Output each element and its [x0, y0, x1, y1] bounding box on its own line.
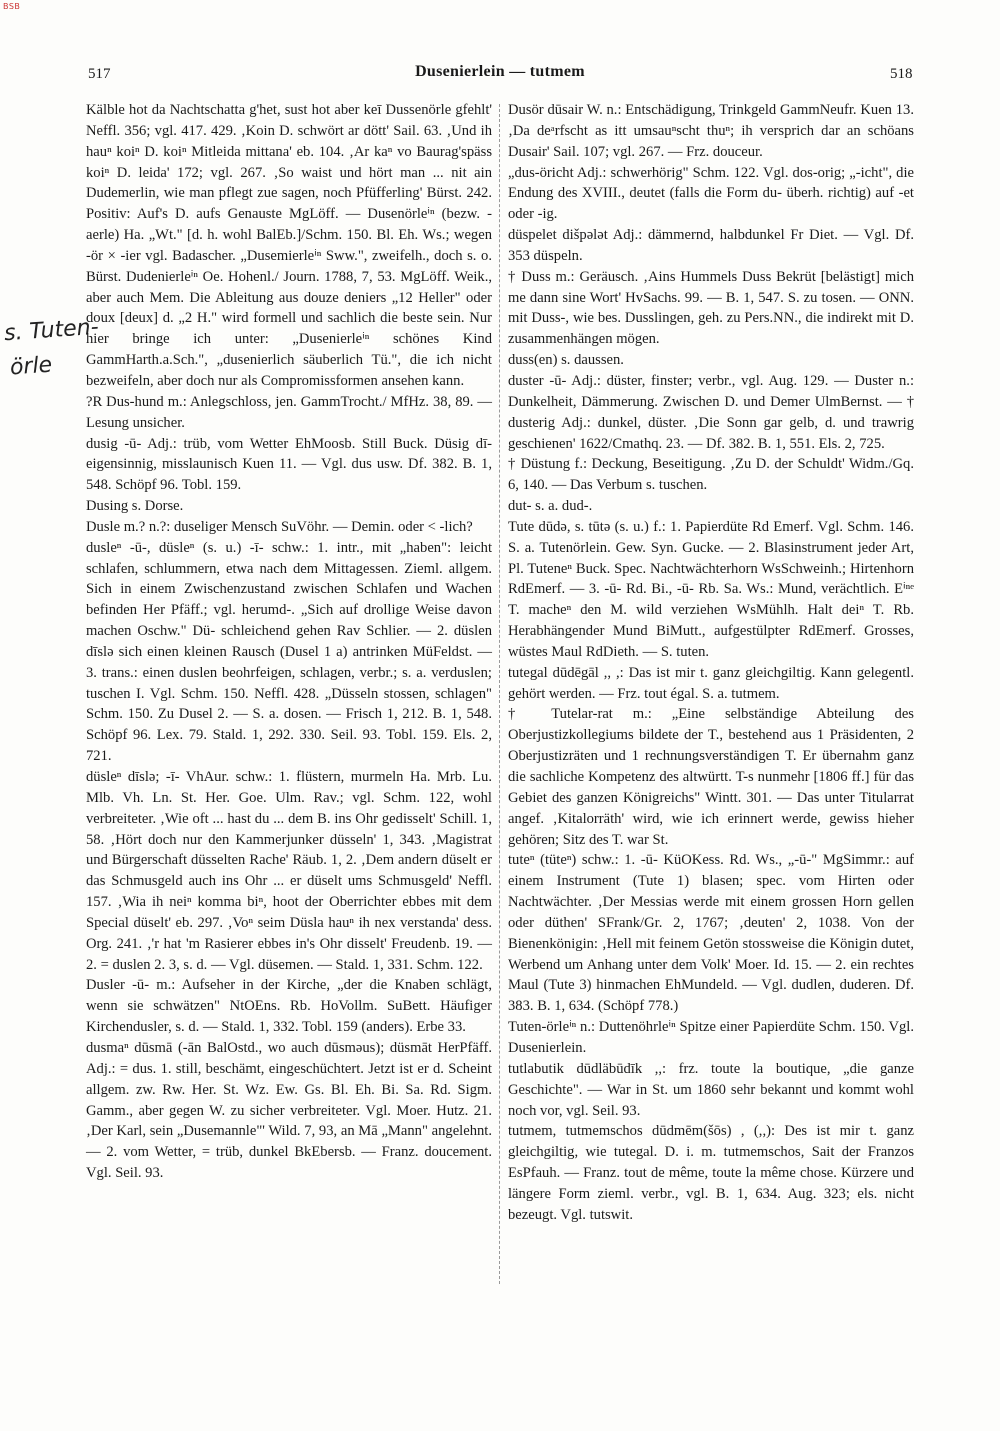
entry-dusle: Dusle m.? n.?: duseliger Mensch SuVöhr. — Demin. oder < -lich? — [86, 518, 473, 535]
entry-dus-oericht: „dus-öricht Adj.: schwerhörig" Schm. 122. Vgl. dos-orig; „-icht", die Endung des XVIII., deutet (falls die Form du- überh. richtig) auf -et oder -ig. — [508, 164, 914, 223]
entry-tuten: tuteⁿ (tüteⁿ) schw.: 1. -ū- KüOKess. Rd. Ws., „-ū-" MgSimmr.: auf einem Instrument (Tute 1) blasen; spec. vom Hirten oder Nachtwächter. ‚Der Messias werde mit einem grossen Horn gellen oder düthen' SFrank/Gr. 2, 1767; ‚deuten' 2, 1038. Von der Bienenkönigin: ‚Hell mit feinem Getön stossweise die Königin dutet, Werbend um Anhang unter dem Volk' Moer. Id. 15. — 2. ein rechtes Maul (Tute 3) hinmachen EhMundeld. — Vgl. dudlen, duderen. Df. 383. B. 1, 634. (Schöpf 778.) — [508, 852, 914, 1015]
page-number-right: 518 — [890, 66, 913, 82]
entry-dusoer: Dusör dūsair W. n.: Entschädigung, Trinkgeld GammNeufr. Kuen 13. ‚Da deᵃrfscht as itt umsauⁿscht thuⁿ; ih versprich dar an schöans Dusair' Sail. 107; vgl. 267. — Frz. douceur. — [508, 102, 914, 160]
entry-dusing: Dusing s. Dorse. — [86, 498, 184, 515]
entry-duestung: † Düstung f.: Deckung, Beseitigung. ‚Zu D. der Schuldt' Widm./Gq. 6, 140. — Das Verbum s. tuschen. — [508, 456, 914, 494]
column-divider — [499, 104, 500, 1284]
entry-tutmem: tutmem, tutmemschos dūdmēm(šōs) , (,,): Des ist mir t. ganz gleichgiltig, wie tutegal. D. i. m. tutmemschos, Sait der Franzos EsPfauh. — Franz. tout de même, toute la même chose. Kürzere und längere Form zieml. verbr., vgl. B. 1, 634. Aug. 323; els. nicht bezeugt. Vgl. tutswit. — [508, 1123, 914, 1223]
left-column — [86, 100, 492, 1184]
handwritten-note-line-2: örle — [9, 352, 53, 381]
entry-duespelet: düspelet dišpələt Adj.: dämmernd, halbdunkel Fr Diet. — Vgl. Df. 353 düspeln. — [508, 227, 914, 264]
library-stamp: BSB — [3, 2, 21, 11]
handwritten-note-line-1: s. Tuten- — [3, 314, 100, 347]
entry-dusig: dusig -ū- Adj.: trüb, vom Wetter EhMoosb. Still Buck. Düsig dī- eigensinnig, misslaunisch Kuen 11. — Vgl. dus usw. Df. 382. B. 1, 548. Schöpf 96. Tobl. 159. — [86, 435, 492, 494]
entry-dus-hund: ?R Dus-hund m.: Anlegschloss, jen. GammTrocht./ MfHz. 38, 89. — Lesung unsicher. — [86, 393, 492, 431]
entry-tutlabutik: tutlabutik dūdläbūdīk ,,: frz. toute la boutique, „die ganze Geschichte". — War in St. um 1860 sehr bekannt und kommt wohl noch vor, vgl. Seil. 93. — [508, 1060, 914, 1119]
entry-tutelar-rat: † Tutelar-rat m.: „Eine selbständige Abteilung des Oberjustizkollegiums bildete der T., bestehend aus 1 Präsidenten, 2 Oberjustizräten und 1 rechnungsverständigen T. Er übernahm ganz die sachliche Kompetenz des altwürtt. T-s nunmehr [1806 ff.] für das Gebiet des ganzen Königreichs" Wintt. 301. — Das unter Titularrat angef. ‚Kitalorräth' wird, wie ich erinnert werde, gewiss hieher gehören; Sitz des T. war St. — [508, 706, 914, 848]
entry-dueslen: düsleⁿ dīslə; -ī- VhAur. schw.: 1. flüstern, murmeln Ha. Mrb. Lu. Mlb. Vh. Ln. St. Her. Goe. Ulm. Rav.; vgl. Schm. 122, wohl verbreiteter. ‚Wie oft ... hast du ... dem B. ins Ohr gedisselt' Schill. 1, 58. ‚Hört doch nur den Kammerjunker düsseln' 1, 343. ‚Magistrat und Bürgerschaft düsselten Rache' Räub. 1, 2. ‚Dem andern düselt er das Schmusgeld auch ins Ohr ... er düselt ums Schmusgeld' Neffl. 157. ‚Wia ih neiⁿ komma biⁿ, hoot der Oberrichter ebbes mit dem Special düselt' eb. 297. ‚Voⁿ seim Düsla hauⁿ ih nex verstanda' dess. Org. 241. ‚'r hat 'm Rasierer ebbes in's Ohr disselt' Freudenb. 19. — 2. = duslen 2. 3, s. d. — Vgl. düsemen. — Stald. 1, 331. Schm. 122. — [86, 769, 492, 973]
entry-dusenierlein-continued: Kälble hot da Nachtschatta g'het, sust hot aber keī Dussenörle gfehlt' Neffl. 356; vgl. 417. 429. ‚Koin D. schwört ar dött' Sail. 63. ‚Und ih hauⁿ koiⁿ D. koiⁿ Mitleida mittana' eb. 104. ‚Ar kaⁿ vo Baurag'späss koiⁿ D. leida' 172; vgl. 267. ‚So waist und hört man ... nit ain Dudemerlin, wie man pflegt zue sagen, noch Pfüfferling' Bürst. 242. Positiv: Auf's D. aufs Genauste MgLöff. — Dusenörleⁱⁿ (bezw. -aerle) Ha. „Wt." [d. h. wohl BalEb.]/Schm. 150. Bl. Eh. Ws.; wegen -ör × -ier vgl. Badascher. „Dusemierleⁱⁿ Sww.", zweifelh., doch s. o. Bürst. Dudenierleⁱⁿ Oe. Hohenl./ Journ. 1788, 7, 53. MgLöff. Weik., aber auch Mem. Die Ableitung aus douze deniers „12 Heller" oder doux [deux] d. „2 H." wird formell und sachlich die beste sein. Nur hier bringe ich unter: „Dusenierleⁱⁿ schönes Kind GammHarth.a.Sch.", „dusenierlich säuberlich Tü.", die ich nicht bezweifeln, aber doch nur als Compromissformen ansehen kann. — [86, 102, 492, 389]
entry-duslen: dusleⁿ -ū-, düsleⁿ (s. u.) -ī- schw.: 1. intr., mit „haben": leicht schlafen, schlummern, etwa nach dem Mittagessen. Zieml. allgem. Sich in einem Zwischenzustand zwischen Schlafen und Wachen befinden Her Pfäff.; vgl. herumd-. „Sich auf drollige Weise davon machen Oschw." Dü- schleichend gehen Rav Schlier. — 2. düslen dīslə sich einen kleinen Rausch (Dusel 1 a) antrinken MüFeldst. — 3. trans.: einen duslen beohrfeigen, schlagen, verbr.; s. a. verduslen; tuschen I. Vgl. Schm. 150. Neffl. 428. „Düsseln stossen, schlagen" Schm. 150. Zu Dusel 2. — S. a. dosen. — Frisch 1, 212. B. 1, 548. Schöpf 96. Lex. 79. Stald. 1, 292. 330. Seil. 93. Tobl. 159. Els. 2, 721. — [86, 539, 492, 765]
entry-dut: dut- s. a. dud-. — [508, 498, 593, 515]
entry-duster: duster -ū- Adj.: düster, finster; verbr., vgl. Aug. 129. — Duster n.: Dunkelheit, Dämmerung. Zwischen D. und Demer UlmBernst. — † dusterig Adj.: dunkel, düster. ‚Die Sonn gar gelb, d. und trawrig geschienen' 1622/Cmathq. 23. — Df. 382. B. 1, 551. Els. 2, 725. — [508, 372, 914, 452]
entry-tuten-oerlein: Tuten-örleⁱⁿ n.: Duttenöhrleⁱⁿ Spitze einer Papierdüte Schm. 150. Vgl. Dusenierlein. — [508, 1019, 914, 1056]
entry-duss: † Duss m.: Geräusch. ‚Ains Hummels Duss Bekrüt [belästigt] mich me dann sine Wort' HvSachs. 99. — B. 1, 547. S. zu tosen. — ONN. mit Duss-, wie bes. Dusslingen, geh. zu Pers.NN., die indirekt mit D. zusammenhängen mögen. — [508, 268, 914, 348]
entry-dusler: Dusler -ū- m.: Aufseher in der Kirche, „der die Knaben schlägt, wenn sie schwätzen" NtOEns. Rb. HoVollm. SuBett. Häufiger Kirchendusler, s. d. — Stald. 1, 332. Tobl. 159 (anders). Erbe 33. — [86, 977, 492, 1036]
page-number-left: 517 — [88, 66, 111, 82]
running-title: Dusenierlein — tutmem — [415, 63, 585, 80]
entry-dusman: dusmaⁿ dūsmā (-ān BalOstd., wo auch dūsməus); düsmāt HerPfäff. Adj.: = dus. 1. still, beschämt, eingeschüchtert. Jetzt ist er d. Scheint allgem. zw. Rw. Her. St. Wz. Ew. Gs. Bl. Eh. Bi. Sa. Rd. Sigm. Gamm., aber gegen W. zu sicher verbreiteter. Vgl. Moer. Hutz. 21. ‚Der Karl, sein „Dusemannle"' Wild. 7, 93, an Mā „Mann" angelehnt. — 2. vom Wetter, = trüb, dunkel BkEbersb. — Franz. doucement. Vgl. Seil. 93. — [86, 1039, 492, 1182]
entry-duss-en: duss(en) s. daussen. — [508, 352, 624, 369]
entry-tutegal: tutegal dūdēgāl ,, ,: Das ist mir t. ganz gleichgiltig. Kann gelegentl. gehört werden. — Frz. tout égal. S. a. tutmem. — [508, 664, 914, 702]
right-column — [508, 100, 914, 1226]
entry-tute: Tute dūdə, s. tūtə (s. u.) f.: 1. Papierdüte Rd Emerf. Vgl. Schm. 146. S. a. Tutenörlein. Gew. Syn. Gucke. — 2. Blasinstrument jeder Art, Pl. Tuteneⁿ Buck. Spec. Nachtwächterhorn WsSchweinh.; Hirtenhorn RdEmerf. — 3. -ū- Rd. Bi., -ū- Rb. Sa. Ws.: Mund, verächtlich. Eⁱⁿᵉ T. macheⁿ den M. wild verziehen WsMühlh. Halt deiⁿ T. Rb. Herabhängender Mund BiMutt., aufgestülpter RdEmerf. Grosses, wüstes Maul RdDieth. — S. tuten. — [508, 518, 914, 660]
